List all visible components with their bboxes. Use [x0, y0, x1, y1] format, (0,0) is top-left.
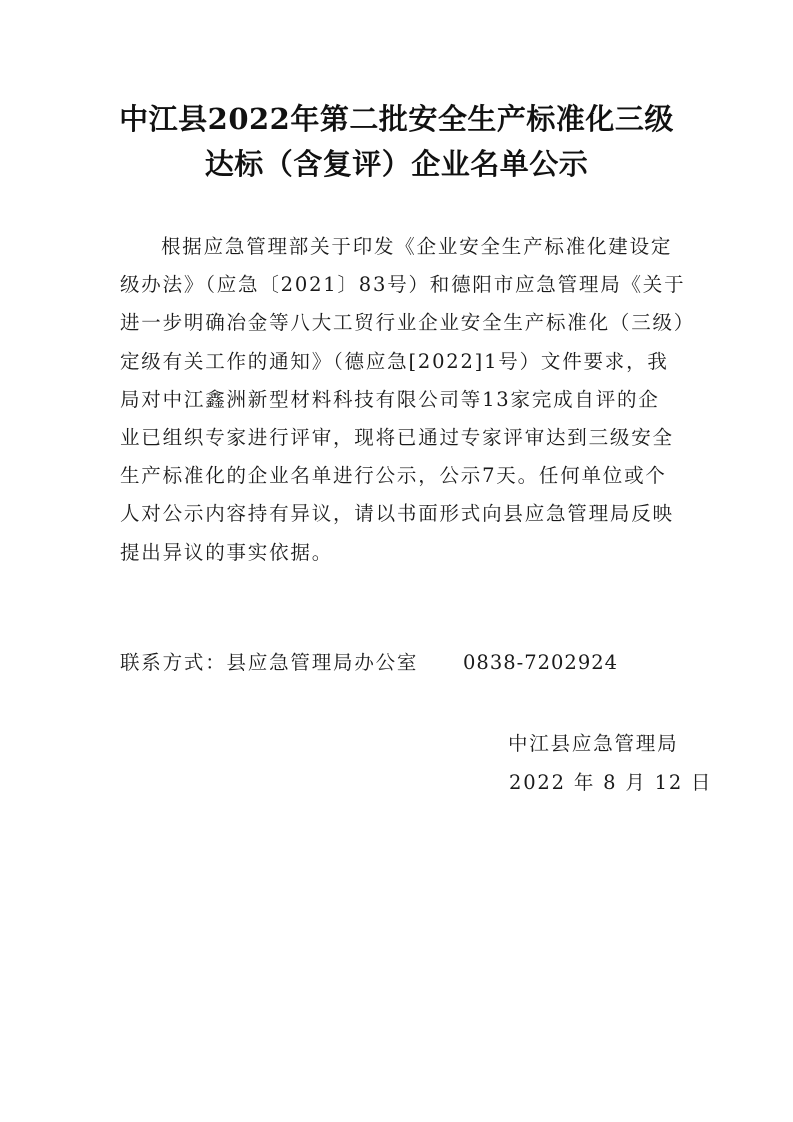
- body-paragraph-line: 提出异议的事实依据。: [120, 541, 334, 564]
- contact-phone: 0838-7202924: [463, 651, 619, 674]
- contact-label: 联系方式：: [120, 651, 227, 674]
- document-title-line-1: 中江县2022年第二批安全生产标准化三级: [119, 102, 674, 136]
- contact-office: 县应急管理局办公室: [226, 651, 419, 674]
- body-paragraph-line: 生产标准化的企业名单进行公示，公示7天。任何单位或个: [120, 464, 667, 487]
- signature-date: 2022 年 8 月 12 日: [509, 771, 713, 794]
- document-title-line-2: 达标（含复评）企业名单公示: [204, 147, 589, 181]
- contact-info: [120, 650, 619, 676]
- body-paragraph-line: 根据应急管理部关于印发《企业安全生产标准化建设定: [161, 235, 673, 258]
- body-paragraph-line: 人对公示内容持有异议，请以书面形式向县应急管理局反映: [120, 502, 674, 525]
- body-paragraph-line: 业已组织专家进行评审，现将已通过专家评审达到三级安全: [120, 426, 674, 449]
- body-paragraph-line: 进一步明确冶金等八大工贸行业企业安全生产标准化（三级）: [120, 311, 696, 334]
- body-paragraph-line: 级办法》（应急〔2021〕83号）和德阳市应急管理局《关于: [120, 273, 686, 296]
- signature-organization: 中江县应急管理局: [508, 732, 679, 755]
- body-paragraph-line: 定级有关工作的通知》（德应急[2022]1号）文件要求，我: [120, 350, 669, 373]
- body-paragraph-line: 局对中江鑫洲新型材料科技有限公司等13家完成自评的企: [120, 388, 660, 411]
